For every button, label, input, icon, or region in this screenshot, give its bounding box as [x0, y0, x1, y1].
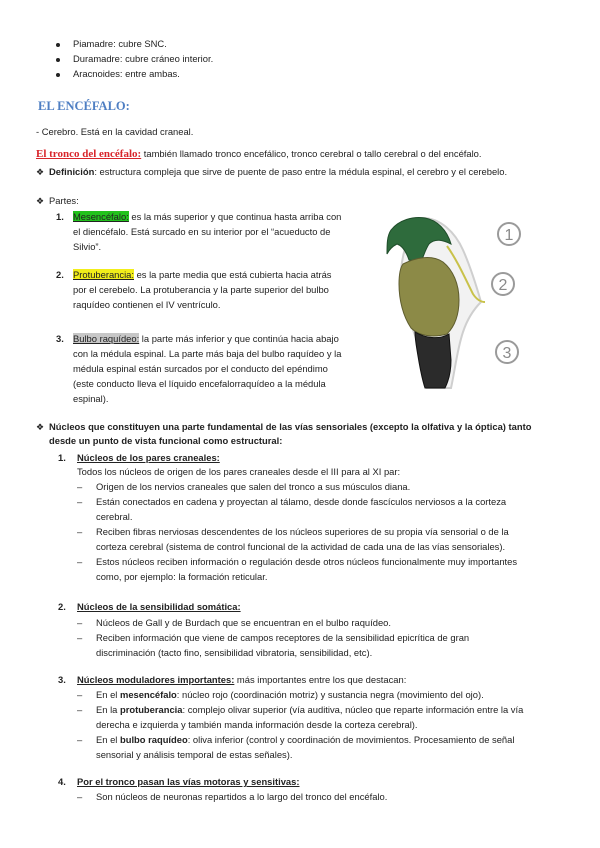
list-item: discriminación (tacto fino, sensibilidad vibratoria, sensibilidad, etc).: [96, 647, 373, 658]
list-item: sensorial y análisis temporal de estas señales).: [96, 749, 293, 760]
dash-bullet: –: [77, 496, 83, 507]
list-item: cerebral.: [96, 511, 133, 522]
section-title: Núcleos de la sensibilidad somática:: [77, 601, 241, 612]
figure-label: 3: [502, 345, 512, 362]
nucleos-intro: desde un punto de vista funcional como estructural:: [49, 435, 283, 446]
section-number: 3.: [58, 674, 66, 685]
list-item: corteza cerebral (sistema de control funcional de la actividad de cada una de las vías sensoriales).: [96, 541, 506, 552]
section-intro: Todos los núcleos de origen de los pares craneales desde el III para al XI par:: [77, 466, 401, 477]
list-item: como, por ejemplo: la formación reticular.: [96, 571, 268, 582]
dash-bullet: –: [77, 526, 83, 537]
section-number: 1.: [58, 452, 66, 463]
dash-bullet: –: [77, 734, 83, 745]
diamond-bullet-icon: ❖: [36, 196, 45, 206]
dash-bullet: –: [77, 689, 83, 700]
list-item: derecha e izquierda y también manda información desde la corteza cerebral).: [96, 719, 418, 730]
list-item: Estos núcleos reciben información o regulación desde otros núcleos funcionalmente muy importantes: [96, 556, 518, 567]
list-item: Origen de los nervios craneales que salen del tronco a sus músculos diana.: [96, 481, 411, 492]
parte-line: Bulbo raquídeo: la parte más inferior y que continúa hacia abajo: [73, 333, 339, 344]
parte-line: espinal).: [73, 393, 109, 404]
figure-label: 2: [498, 277, 508, 294]
list-item: En el bulbo raquídeo: oliva inferior (control y coordinación de movimientos. Procesamiento de señal: [96, 734, 515, 745]
definicion-text: : estructura compleja que sirve de puente de paso entre la médula espinal, el cerebro y el cerebelo.: [94, 166, 508, 177]
parte-line: el diencéfalo. Está surcado en su interior por el “acueducto de: [73, 226, 331, 237]
bullet-icon: [56, 73, 60, 77]
diamond-bullet-icon: ❖: [36, 422, 45, 432]
dash-bullet: –: [77, 632, 83, 643]
dash-bullet: –: [77, 791, 83, 802]
tronco-title: El tronco del encéfalo:: [36, 148, 142, 160]
parte-line: Protuberancia: es la parte media que está cubierta hacia atrás: [73, 269, 332, 280]
bullet-icon: [56, 43, 60, 47]
section-title: Núcleos moduladores importantes:: [77, 674, 235, 685]
parte-line: Mesencéfalo: es la más superior y que continua hasta arriba con: [73, 211, 342, 222]
diamond-bullet-icon: ❖: [36, 167, 45, 177]
list-item: Núcleos de Gall y de Burdach que se encuentran en el bulbo raquídeo.: [96, 617, 391, 628]
parte-line: (este conducto lleva el líquido encefalorraquídeo a la médula: [73, 378, 326, 389]
parte-label: Protuberancia:: [73, 269, 134, 280]
list-item: Duramadre: cubre cráneo interior.: [73, 53, 214, 64]
list-item: Piamadre: cubre SNC.: [73, 38, 167, 49]
nucleos-intro: Núcleos que constituyen una parte fundamental de las vías sensoriales (excepto la olfativa y la óptica) tanto: [49, 421, 532, 432]
list-item: En la protuberancia: complejo olivar superior (vía auditiva, núcleo que reparte información entre la vía: [96, 704, 524, 715]
parte-number: 2.: [56, 269, 64, 280]
section-title-line: Núcleos moduladores importantes: más importantes entre los que destacan:: [77, 674, 407, 685]
parte-number: 3.: [56, 333, 64, 344]
dash-bullet: –: [77, 481, 83, 492]
figure-label: 1: [504, 227, 514, 244]
tronco-title-line: [36, 147, 482, 162]
parte-label: Bulbo raquídeo:: [73, 333, 140, 344]
partes-label: Partes:: [49, 195, 79, 206]
definicion-label: Definición: [49, 166, 95, 177]
list-item: Reciben fibras nerviosas descendentes de los núcleos superiores de su propia vía sensorial o de la: [96, 526, 509, 537]
dash-bullet: –: [77, 617, 83, 628]
section-heading: EL ENCÉFALO:: [38, 99, 130, 113]
list-item: Están conectados en cadena y proyectan al tálamo, desde donde fascículos nerviosos a la corteza: [96, 496, 507, 507]
cerebro-line: - Cerebro. Está en la cavidad craneal.: [36, 126, 194, 137]
parte-line: por el cerebelo. La protuberancia y la parte superior del bulbo: [73, 284, 329, 295]
parte-line: Silvio”.: [73, 241, 102, 252]
bulbo-shape: [415, 332, 451, 388]
parte-label: Mesencéfalo:: [73, 211, 129, 222]
parte-line: con la médula espinal. La parte más baja del bulbo raquídeo y la: [73, 348, 342, 359]
section-title: Núcleos de los pares craneales:: [77, 452, 220, 463]
section-title: Por el tronco pasan las vías motoras y sensitivas:: [77, 776, 300, 787]
list-item: Son núcleos de neuronas repartidos a lo largo del tronco del encéfalo.: [96, 791, 388, 802]
tronco-title-rest: también llamado tronco encefálico, tronco cerebral o tallo cerebral o del encéfalo.: [141, 148, 482, 159]
dash-bullet: –: [77, 704, 83, 715]
definicion-line: [49, 165, 507, 180]
section-number: 4.: [58, 776, 66, 787]
section-number: 2.: [58, 601, 66, 612]
parte-line: médula espinal están surcados por el conducto del epéndimo: [73, 363, 328, 374]
brainstem-figure: [385, 210, 535, 390]
dash-bullet: –: [77, 556, 83, 567]
parte-number: 1.: [56, 211, 64, 222]
parte-line: raquídeo contienen el IV ventrículo.: [73, 299, 221, 310]
list-item: En el mesencéfalo: núcleo rojo (coordinación motriz) y sustancia negra (movimiento del ojo).: [96, 689, 484, 700]
bullet-icon: [56, 58, 60, 62]
protuberancia-shape: [399, 258, 459, 336]
list-item: Aracnoides: entre ambas.: [73, 68, 180, 79]
list-item: Reciben información que viene de campos receptores de la sensibilidad epicrítica de gran: [96, 632, 470, 643]
